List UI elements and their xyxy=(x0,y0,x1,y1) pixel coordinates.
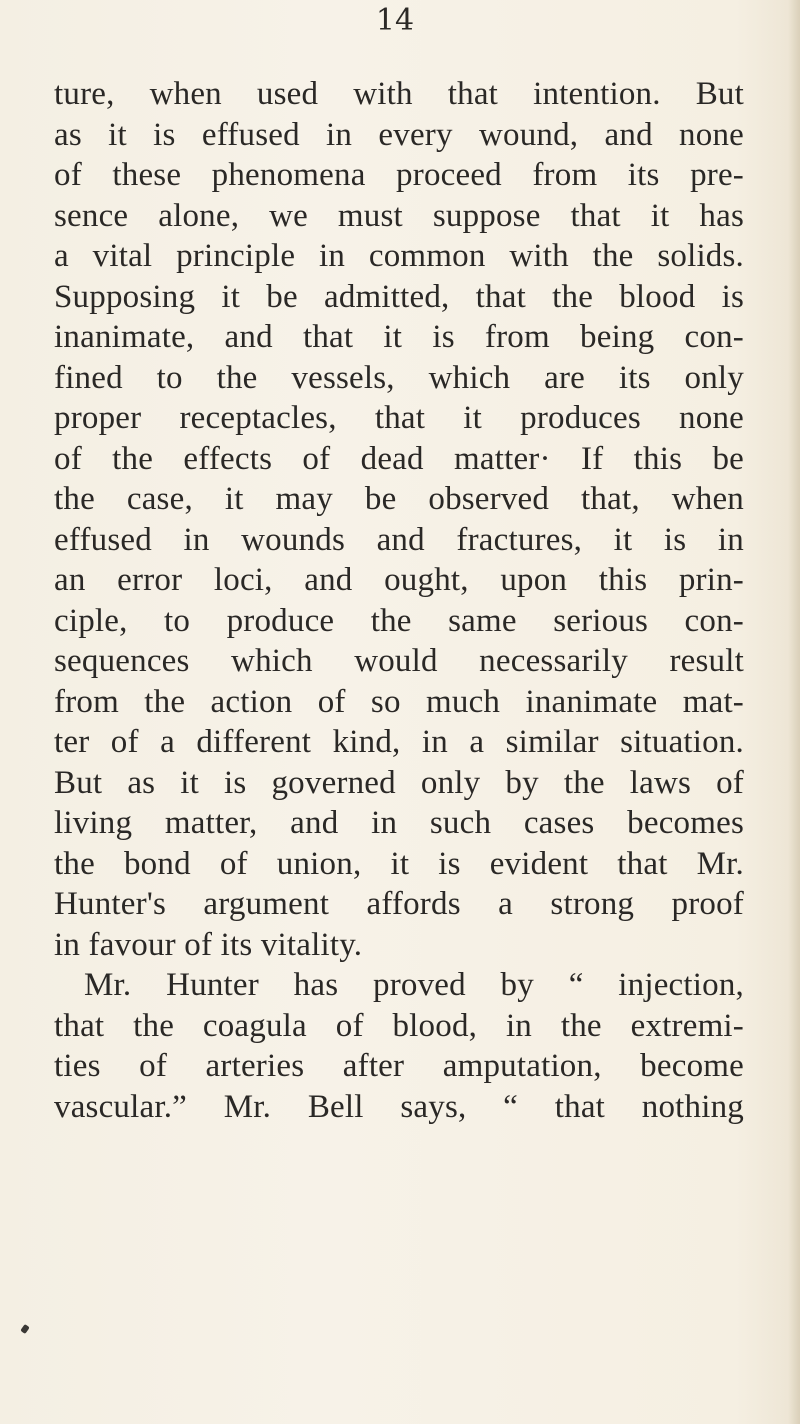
text-line: the bond of union, it is evident that Mr. xyxy=(54,845,744,882)
text-line: Mr. Hunter has proved by “ injection, xyxy=(84,967,744,1003)
text-line: Hunter's argument affords a strong proof xyxy=(54,886,744,922)
page-edge-shadow xyxy=(788,0,800,1424)
text-line: ciple, to produce the same serious con- xyxy=(54,602,744,639)
text-line: fined to the vessels, which are its only xyxy=(54,359,744,396)
text-line: living matter, and in such cases becomes xyxy=(54,805,744,841)
text-line: of these phenomena proceed from its pre- xyxy=(54,157,744,193)
text-line: ter of a different kind, in a similar situation. xyxy=(54,724,744,760)
text-line: proper receptacles, that it produces none xyxy=(54,400,744,436)
text-line: inanimate, and that it is from being con- xyxy=(54,319,744,355)
text-line: of the effects of dead matter· If this be xyxy=(54,440,744,477)
body-text xyxy=(54,74,744,1127)
text-line: Supposing it be admitted, that the blood is xyxy=(54,278,744,315)
text-line: ture, when used with that intention. But xyxy=(54,76,744,112)
text-line: from the action of so much inanimate mat- xyxy=(54,683,744,720)
text-line: an error loci, and ought, upon this prin- xyxy=(54,562,744,598)
text-line: as it is effused in every wound, and none xyxy=(54,116,744,153)
ink-speck xyxy=(20,1324,30,1334)
text-line: a vital principle in common with the solids. xyxy=(54,238,744,274)
page-number: 14 xyxy=(375,3,415,38)
text-line: in favour of its vitality. xyxy=(54,926,363,963)
text-line: ties of arteries after amputation, become xyxy=(54,1048,744,1084)
text-line: that the coagula of blood, in the extremi- xyxy=(54,1007,744,1044)
text-line: the case, it may be observed that, when xyxy=(54,481,744,517)
text-line: sence alone, we must suppose that it has xyxy=(54,197,744,234)
text-line: vascular.” Mr. Bell says, “ that nothing xyxy=(54,1088,744,1125)
text-line: effused in wounds and fractures, it is in xyxy=(54,521,744,558)
text-line: But as it is governed only by the laws of xyxy=(54,764,744,801)
text-line: sequences which would necessarily result xyxy=(54,643,744,679)
